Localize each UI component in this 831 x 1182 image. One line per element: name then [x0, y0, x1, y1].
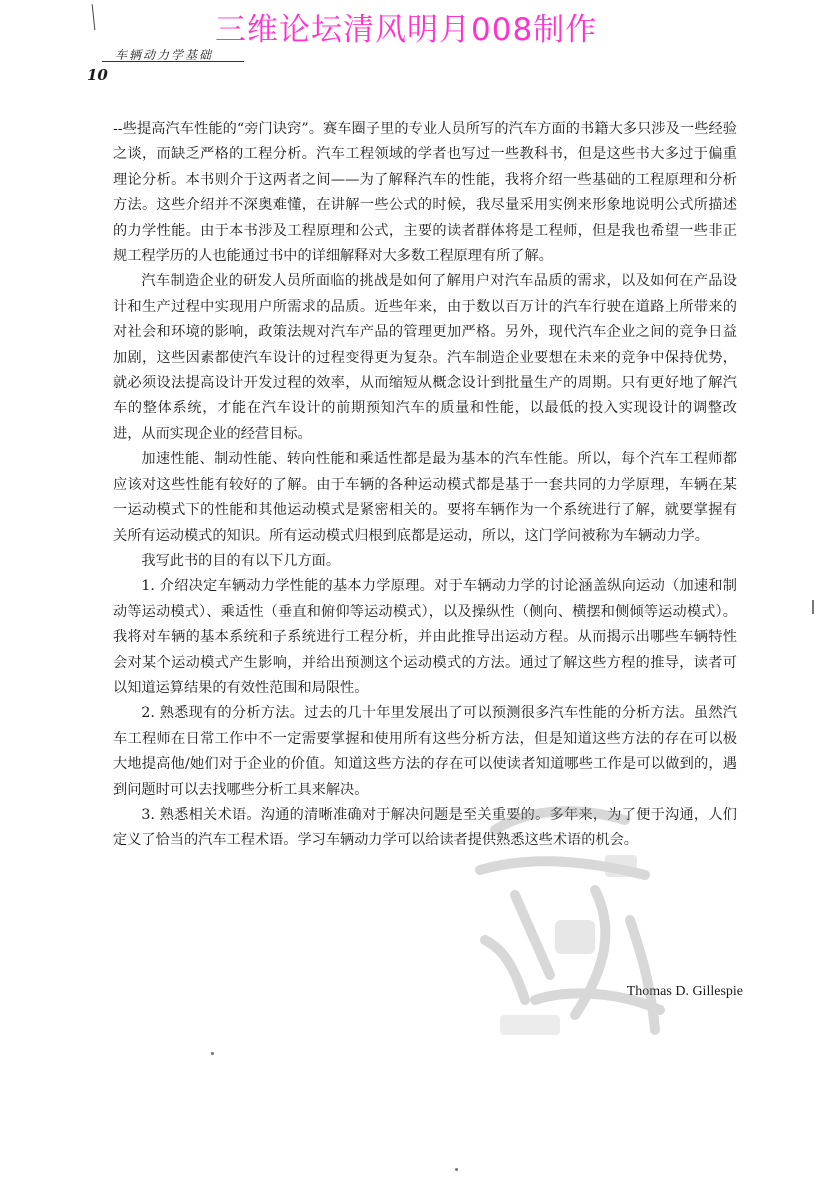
scan-speck: [455, 1168, 458, 1171]
body-text: [113, 117, 737, 854]
paragraph: 我写此书的目的有以下几方面。: [141, 552, 341, 569]
scan-edge-mark: [812, 600, 814, 614]
paragraph: --些提高汽车性能的“旁门诀窍”。赛车圈子里的专业人员所写的汽车方面的书籍大多只涉及一些经验之谈，而缺乏严格的工程分析。汽车工程领域的学者也写过一些教科书，但是这些书大多过于偏重理论分析。本书则介于这两者之间——为了解释汽车的性能，我将介绍一些基础的工程原理和分析方法。这些介绍并不深奥难懂，在讲解一些公式的时候，我尽量采用实例来形象地说明公式所描述的力学性能。由于本书涉及工程原理和公式，主要的读者群体将是工程师，但是我也希望一些非正规工程学历的人也能通过书中的详细解释对大多数工程原理有所了解。: [113, 121, 737, 265]
paragraph: 加速性能、制动性能、转向性能和乘适性都是最为基本的汽车性能。所以，每个汽车工程师都应该对这些性能有较好的了解。由于车辆的各种运动模式都是基于一套共同的力学原理，车辆在某一运动模式下的性能和其他运动模式是紧密相关的。要将车辆作为一个系统进行了解，就要掌握有关所有运动模式的知识。所有运动模式归根到底都是运动，所以，这门学问被称为车辆动力学。: [113, 451, 737, 544]
header-rule: [102, 61, 244, 62]
list-item: 2. 熟悉现有的分析方法。过去的几十年里发展出了可以预测很多汽车性能的分析方法。虽然汽车工程师在日常工作中不一定需要掌握和使用所有这些分析方法，但是知道这些方法的存在可以极大地提高他/她们对于企业的价值。知道这些方法的存在可以使读者知道哪些工作是可以做到的，遇到问题时可以去找哪些分析工具来解决。: [113, 705, 737, 798]
list-item: 1. 介绍决定车辆动力学性能的基本力学原理。对于车辆动力学的讨论涵盖纵向运动（加速和制动等运动模式）、乘适性（垂直和俯仰等运动模式），以及操纵性（侧向、横摆和侧倾等运动模式）。我将对车辆的基本系统和子系统进行工程分析，并由此推导出运动方程。从而揭示出哪些车辆特性会对某个运动模式产生影响，并给出预测这个运动模式的方法。通过了解这些方程的推导，读者可以知道运算结果的有效性范围和局限性。: [113, 578, 737, 696]
margin-mark: [92, 4, 98, 30]
paragraph: 汽车制造企业的研发人员所面临的挑战是如何了解用户对汽车品质的需求，以及如何在产品设计和生产过程中实现用户所需求的品质。近些年来，由于数以百万计的汽车行驶在道路上所带来的对社会和环境的影响，政策法规对汽车产品的管理更加严格。另外，现代汽车企业之间的竞争日益加剧，这些因素都使汽车设计的过程变得更为复杂。汽车制造企业要想在未来的竞争中保持优势，就必须设法提高设计开发过程的效率，从而缩短从概念设计到批量生产的周期。只有更好地了解汽车的整体系统，才能在汽车设计的前期预知汽车的质量和性能，以最低的投入实现设计的调整改进，从而实现企业的经营目标。: [113, 273, 737, 442]
list-item: 3. 熟悉相关术语。沟通的清晰准确对于解决问题是至关重要的。多年来，为了便于沟通，人们定义了恰当的汽车工程术语。学习车辆动力学可以给读者提供熟悉这些术语的机会。: [113, 806, 737, 849]
running-header: 车辆动力学基础: [115, 48, 214, 62]
scan-speck: [211, 1052, 214, 1055]
author-signature: Thomas D. Gillespie: [626, 984, 743, 999]
watermark-title: 三维论坛清风明月008制作: [215, 12, 598, 48]
page-number: 10: [87, 66, 108, 84]
